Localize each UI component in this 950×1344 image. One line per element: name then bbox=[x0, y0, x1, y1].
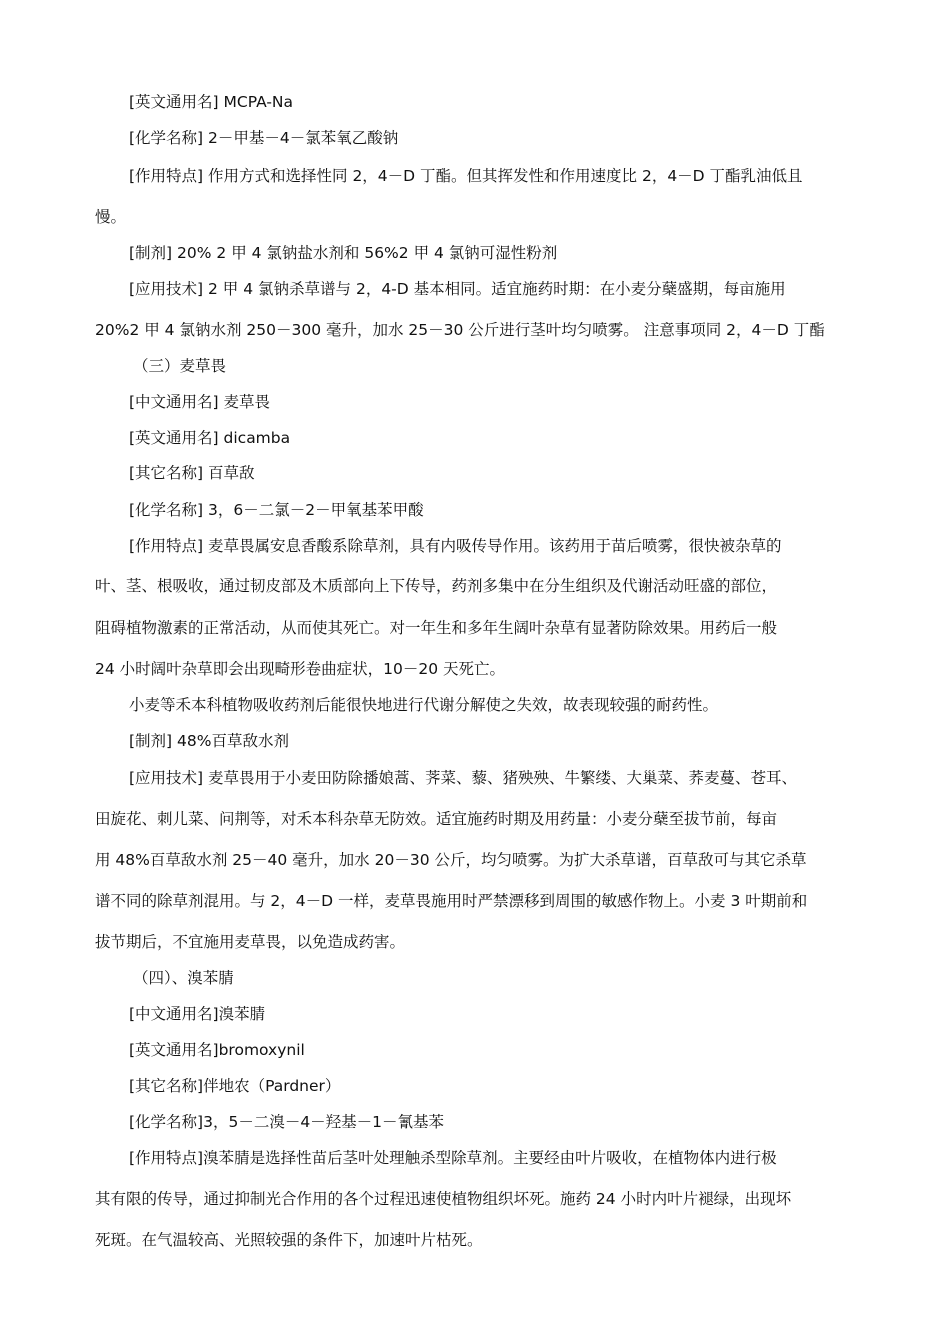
text-line: [作用特点]溴苯腈是选择性苗后茎叶处理触杀型除草剂。主要经由叶片吸收，在植物体内进行极 bbox=[129, 1149, 777, 1167]
text-line: [化学名称] 3，6－二氯－2－甲氧基苯甲酸 bbox=[129, 501, 424, 519]
text-line: 谱不同的除草剂混用。与 2，4－D 一样，麦草畏施用时严禁漂移到周围的敏感作物上。小麦 3 叶期前和 bbox=[95, 892, 808, 910]
section-heading: （三）麦草畏 bbox=[133, 357, 227, 375]
text-line: 田旋花、刺儿菜、问荆等，对禾本科杂草无防效。适宜施药时期及用药量：小麦分蘖至拔节前，每亩 bbox=[95, 810, 778, 828]
text-line: 叶、茎、根吸收，通过韧皮部及木质部向上下传导，药剂多集中在分生组织及代谢活动旺盛的部位， bbox=[95, 577, 778, 595]
text-line: 20%2 甲 4 氯钠水剂 250－300 毫升，加水 25－30 公斤进行茎叶均匀喷雾。 注意事项同 2，4－D 丁酯 bbox=[95, 321, 825, 339]
text-line: [英文通用名] MCPA-Na bbox=[129, 93, 294, 111]
text-line: [英文通用名] dicamba bbox=[129, 429, 291, 447]
text-line: [其它名称] 百草敌 bbox=[129, 464, 255, 482]
text-line: [化学名称] 2－甲基－4－氯苯氧乙酸钠 bbox=[129, 129, 399, 147]
text-line: 慢。 bbox=[95, 208, 127, 226]
text-line: 死斑。在气温较高、光照较强的条件下，加速叶片枯死。 bbox=[95, 1231, 483, 1249]
text-line: [制剂] 20% 2 甲 4 氯钠盐水剂和 56%2 甲 4 氯钠可湿性粉剂 bbox=[129, 244, 558, 262]
text-line: [化学名称]3，5－二溴－4－羟基－1－氰基苯 bbox=[129, 1113, 445, 1131]
text-line: [英文通用名]bromoxynil bbox=[129, 1041, 305, 1059]
text-line: 小麦等禾本科植物吸收药剂后能很快地进行代谢分解使之失效，故表现较强的耐药性。 bbox=[129, 696, 719, 714]
text-line: [其它名称]伴地农（Pardner） bbox=[129, 1077, 341, 1095]
text-line: [作用特点] 麦草畏属安息香酸系除草剂，具有内吸传导作用。该药用于苗后喷雾，很快被杂草的 bbox=[129, 537, 782, 555]
text-line: 拔节期后，不宜施用麦草畏，以免造成药害。 bbox=[95, 933, 406, 951]
text-line: [应用技术] 麦草畏用于小麦田防除播娘蒿、荠菜、藜、猪殃殃、牛繁缕、大巢菜、荞麦蔓、苍耳、 bbox=[129, 769, 798, 787]
text-line: [中文通用名] 麦草畏 bbox=[129, 393, 271, 411]
text-line: 24 小时阔叶杂草即会出现畸形卷曲症状，10－20 天死亡。 bbox=[95, 660, 506, 678]
text-line: [制剂] 48%百草敌水剂 bbox=[129, 732, 289, 750]
text-line: [中文通用名]溴苯腈 bbox=[129, 1005, 266, 1023]
text-line: [应用技术] 2 甲 4 氯钠杀草谱与 2，4-D 基本相同。适宜施药时期：在小麦分蘖盛期，每亩施用 bbox=[129, 280, 786, 298]
section-heading: （四）、溴苯腈 bbox=[133, 969, 234, 987]
text-line: 阻碍植物激素的正常活动，从而使其死亡。对一年生和多年生阔叶杂草有显著防除效果。用药后一般 bbox=[95, 619, 778, 637]
text-line: [作用特点] 作用方式和选择性同 2，4－D 丁酯。但其挥发性和作用速度比 2，4－D 丁酯乳油低且 bbox=[129, 167, 803, 185]
text-line: 其有限的传导，通过抑制光合作用的各个过程迅速使植物组织坏死。施药 24 小时内叶片褪绿，出现坏 bbox=[95, 1190, 792, 1208]
text-line: 用 48%百草敌水剂 25－40 毫升，加水 20－30 公斤，均匀喷雾。为扩大杀草谱，百草敌可与其它杀草 bbox=[95, 851, 807, 869]
